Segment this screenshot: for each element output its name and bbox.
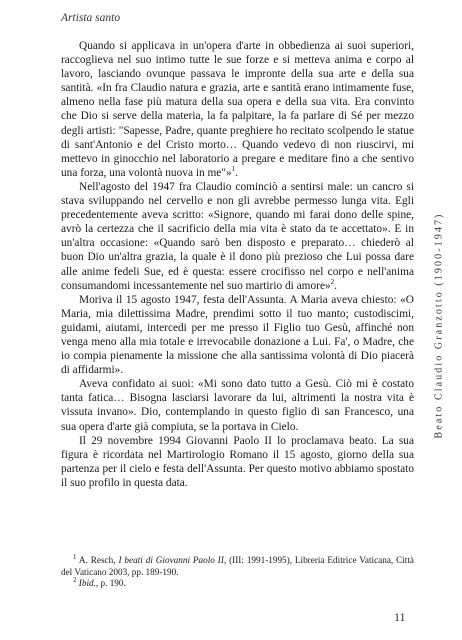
footnote-1-title: I beati di Giovanni Paolo II [118,555,224,565]
note-ref-2: 2 [330,277,335,286]
footnote-2 [61,578,414,590]
footnotes [61,552,414,590]
footnote-2-after: , p. 190. [95,578,126,589]
running-header: Artista santo [61,12,121,24]
paragraph-4: Aveva confidato ai suoi: «Mi sono dato tutto a Gesù. Ciò mi è costato tanta fatica… Bisogna lasciarsi lavorare da lui, altrimenti la nostra vita è vissuta invano». Dio, contemplando in questo figlio di san Francesco, una sua opera d'arte già compiuta, se la portava in Cielo. [61,378,414,433]
footnote-2-number: 2 [73,576,77,585]
paragraph-2-text: Nell'agosto del 1947 fra Claudio cominciò a sentirsi male: un cancro si stava sviluppando nel cervello e non gli avrebbe permesso lunga vita. Egli precedentemente aveva scritto: «Signore, quando mi farai dono delle spine, avrò la certezza che il sacrificio della mia vita è stato da te accettato». E in un'altra occasione: «Quando sarò ben disposto e preparato… chiederò al buon Dio un'altra grazia, la quale è il dono più prezioso che Lui possa dare alle anime fedeli Sue, ed è questa: essere crocifisso nel corpo e nell'anima consumandomi incessantemente nel suo martirio di amore» [61,180,414,292]
paragraph-5: Il 29 novembre 1994 Giovanni Paolo II lo proclamava beato. La sua figura è ricordata nel Martirologio Romano il 15 agosto, giorno della sua partenza per il cielo e festa dell'Assunta. Per questo motivo abbiamo spostato il suo profilo in questa data. [61,434,414,489]
footnote-2-title: Ibid. [78,578,96,589]
footnote-1-after: , (III: 1991-1995), Libreria Editrice Vaticana, Città del Vaticano 2003, pp. 189-190. [61,555,414,577]
footnote-1-number: 1 [73,552,77,561]
paragraph-2: Nell'agosto del 1947 fra Claudio cominciò a sentirsi male: un cancro si stava sviluppando nel cervello e non gli avrebbe permesso lunga vita. Egli precedentemente aveva scritto: «Signore, quando mi farai dono delle spine, avrò la certezza che il sacrificio della mia vita è stato da te accettato». E in un'altra occasione: «Quando sarò ben disposto e preparato… chiederò al buon Dio un'altra grazia, la quale è il dono più prezioso che Lui possa dare alle anime fedeli Sue, ed è questa: essere crocifisso nel corpo e nell'anima consumandomi incessantemente nel suo martirio di amore»$^2$. [61,180,414,292]
footnote-1-before: A. Resch, [78,555,119,565]
side-title: Beato Claudio Granzotto (1900-1947) [433,212,445,439]
page-number: 11 [394,610,406,624]
paragraph-1: Quando si applicava in un'opera d'arte in obbedienza ai suoi superiori, raccoglieva nel suo intimo tutte le sue forze e si metteva anima e corpo al lavoro, lasciando ovunque passava le impronte della sua arte e della sua santità. «In fra Claudio natura e grazia, arte e santità erano intimamente fuse, almeno nella fase più matura della sua opera e della sua vita. Era convinto che Dio si serve della materia, la fa palpitare, la fa parlare di Sé per mezzo degli artisti: "Sapesse, Padre, quante preghiere ho recitato scolpendo le statue di sant'Antonio e del Cristo morto… Quando vedevo di non riuscirvi, mi mettevo in ginocchio nel laboratorio a pregare e meditare fino a che sentivo una forza, una volontà nuova in me"»$^1$. [61,40,414,179]
note-ref-1: 1 [231,165,236,174]
paragraph-1-text: Quando si applicava in un'opera d'arte in obbedienza ai suoi superiori, raccoglieva nel suo intimo tutte le sue forze e si metteva anima e corpo al lavoro, lasciando ovunque passava le impronte della sua arte e della sua santità. «In fra Claudio natura e grazia, arte e santità erano intimamente fuse, almeno nella fase più matura della sua opera e della sua vita. Era convinto che Dio si serve della materia, la fa palpitare, la fa parlare di Sé per mezzo degli artisti: "Sapesse, Padre, quante preghiere ho recitato scolpendo le statue di sant'Antonio e del Cristo morto… Quando vedevo di non riuscirvi, mi mettevo in ginocchio nel laboratorio a pregare e meditare fino a che sentivo una forza, una volontà nuova in me"» [61,40,414,179]
paragraph-3: Moriva il 15 agosto 1947, festa dell'Assunta. A Maria aveva chiesto: «O Maria, mia dilettissima Madre, prendimi sotto il tuo manto; custodiscimi, guidami, aiutami, intercedi per me presso il Figlio tuo Gesù, affinché non venga meno alla mia totale e irrevocabile donazione a Lui. Fa', o Madre, che io compia pienamente la missione che alla santissima volontà di Dio piacerà di affidarmi». [61,293,414,377]
main-text [61,39,414,490]
footnote-1 [61,552,414,578]
